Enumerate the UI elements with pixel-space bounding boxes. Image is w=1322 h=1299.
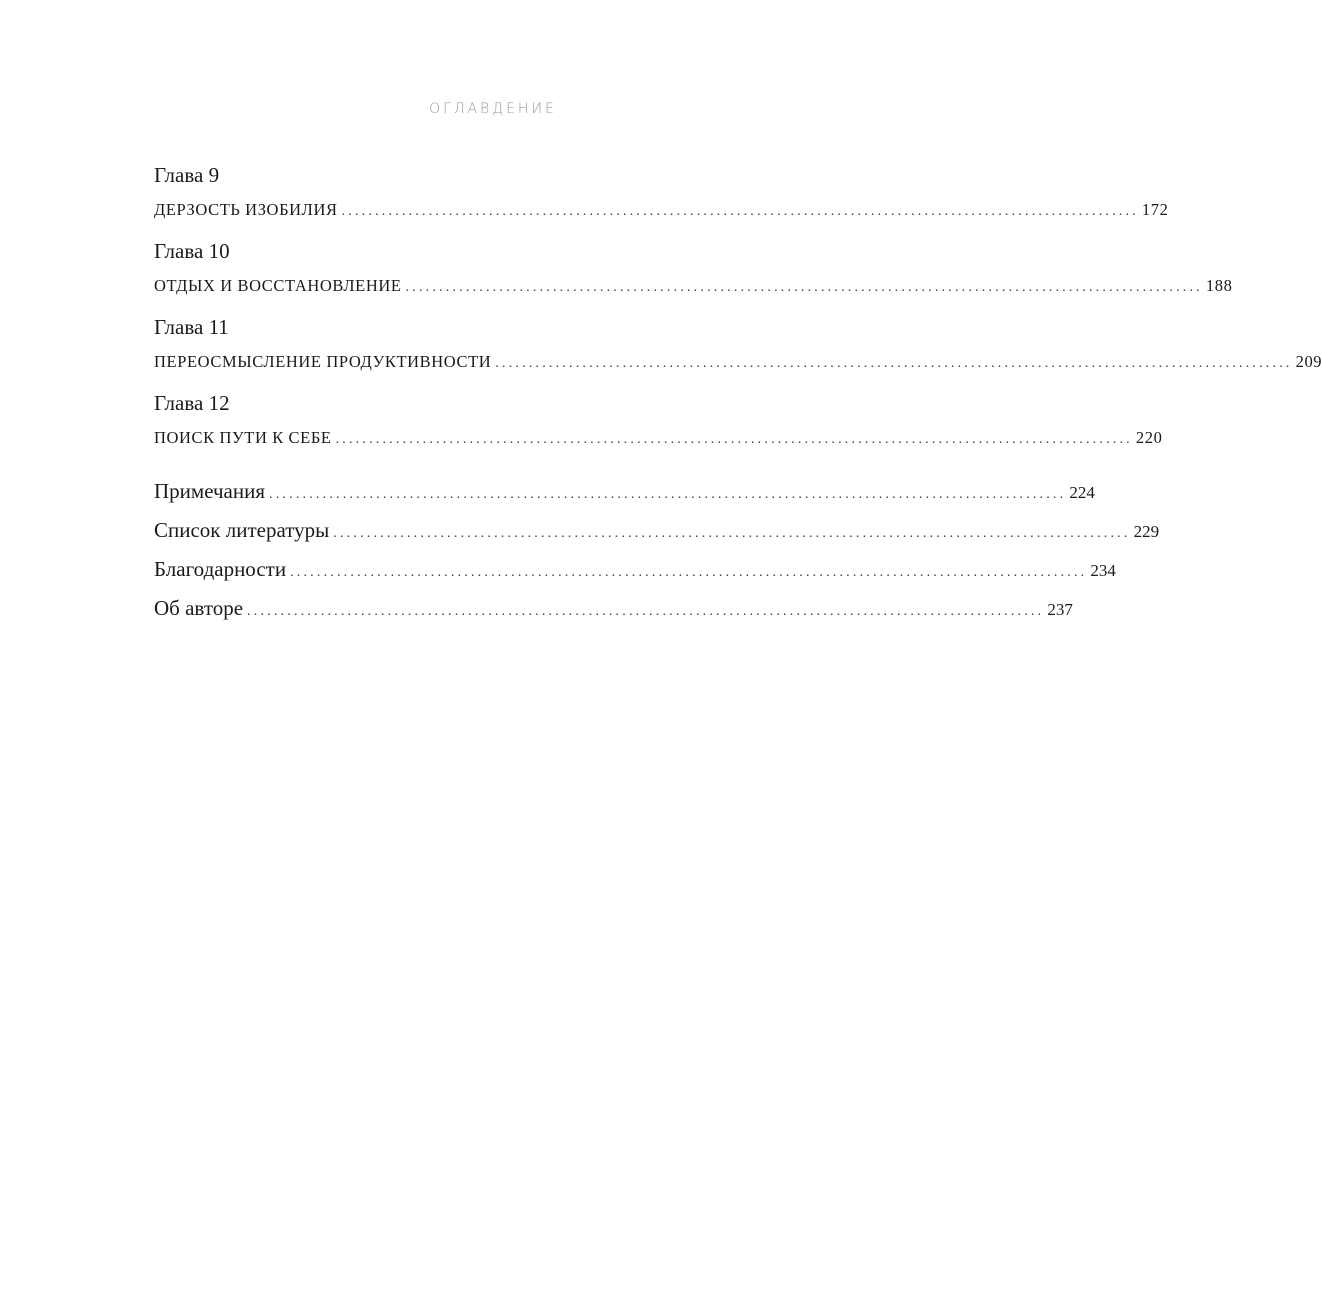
toc-entry-title: Благодарности <box>154 557 287 581</box>
toc-entry-page: 220 <box>1135 428 1163 447</box>
toc-entry-about-author[interactable] <box>154 596 1073 624</box>
running-head: ОГЛАВДЕНИЕ <box>429 101 557 117</box>
chapter-label: Глава 11 <box>154 315 229 339</box>
dot-leader: ....................................................................................................................... <box>290 565 1088 580</box>
dot-leader: ....................................................................................................................... <box>247 604 1045 619</box>
toc-entry-chapter-9[interactable] <box>154 200 1169 222</box>
toc-entry-chapter-12[interactable] <box>154 428 1163 450</box>
chapter-label: Глава 10 <box>154 239 230 263</box>
toc-entry-title: ПОИСК ПУТИ К СЕБЕ <box>154 428 332 447</box>
toc-entry-title: Примечания <box>154 479 266 503</box>
toc-entry-page: 229 <box>1133 522 1160 541</box>
chapter-label: Глава 9 <box>154 163 220 187</box>
toc-entry-chapter-10[interactable] <box>154 276 1233 298</box>
toc-entry-title: ОТДЫХ И ВОССТАНОВЛЕНИЕ <box>154 276 402 295</box>
dot-leader: ....................................................................................................................... <box>341 204 1139 219</box>
toc-entry-page: 224 <box>1069 483 1095 502</box>
toc-entry-page: 172 <box>1141 200 1169 219</box>
toc-entry-title: ПЕРЕОСМЫСЛЕНИЕ ПРОДУКТИВНОСТИ <box>154 352 492 371</box>
toc-entry-page: 209 <box>1295 352 1322 371</box>
dot-leader: ....................................................................................................................... <box>405 280 1203 295</box>
chapter-label: Глава 12 <box>154 391 230 415</box>
toc-entry-title: Список литературы <box>154 518 330 542</box>
toc-entry-bibliography[interactable] <box>154 518 1160 546</box>
toc-entry-title: ДЕРЗОСТЬ ИЗОБИЛИЯ <box>154 200 338 219</box>
toc-entry-page: 234 <box>1090 561 1116 580</box>
dot-leader: ....................................................................................................................... <box>269 487 1067 502</box>
dot-leader: ....................................................................................................................... <box>333 526 1131 541</box>
toc-entry-title: Об авторе <box>154 596 244 620</box>
toc-entry-acknowledgements[interactable] <box>154 557 1116 585</box>
toc-entry-page: 237 <box>1047 600 1073 619</box>
toc-entry-page: 188 <box>1205 276 1233 295</box>
dot-leader: ....................................................................................................................... <box>495 356 1293 371</box>
toc-entry-chapter-11[interactable] <box>154 352 1322 374</box>
toc-entry-notes[interactable] <box>154 479 1095 507</box>
dot-leader: ....................................................................................................................... <box>335 432 1133 447</box>
